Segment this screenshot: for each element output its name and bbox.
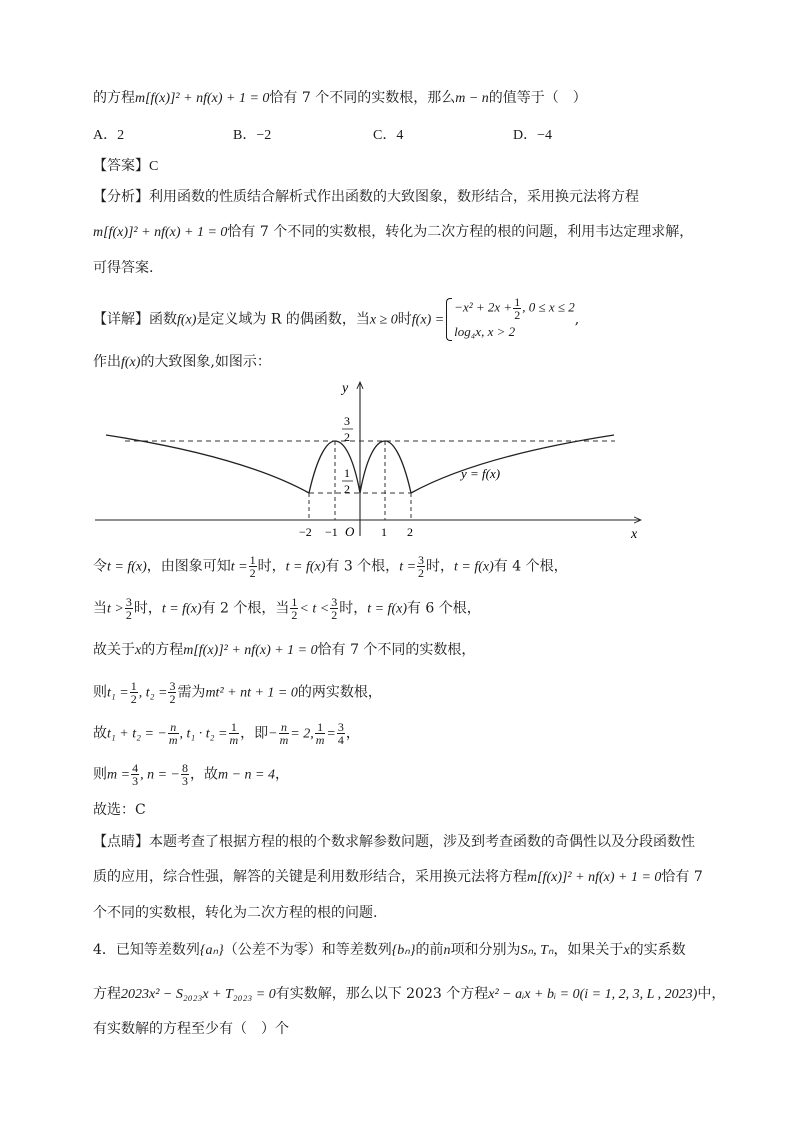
text: （公差不为零）和等差数列: [223, 942, 392, 958]
text: 4．已知等差数列: [93, 942, 200, 958]
fraction-half: [130, 680, 138, 705]
option-c: C．4: [373, 128, 404, 143]
text: 的方程: [93, 90, 135, 106]
curve-right-log: [411, 435, 614, 493]
draw-line: [93, 352, 271, 373]
denominator: m: [229, 733, 239, 747]
equation: mt² + nt + 1 = 0: [205, 685, 298, 701]
numerator: 1: [249, 553, 256, 567]
answer-value: C: [149, 159, 159, 174]
solution-line-4: [93, 680, 382, 705]
comment-line-2: [93, 867, 703, 888]
text: 故: [93, 725, 107, 742]
text: 中，: [697, 986, 726, 1002]
piecewise-brace: [446, 296, 575, 343]
fraction-n-over-m: [168, 721, 179, 746]
fraction-three-half: [417, 554, 425, 579]
text: 方程: [93, 986, 121, 1002]
text: 有实数解的方程至少有（ ）个: [93, 1021, 289, 1037]
analysis-line-1: [93, 187, 639, 207]
denominator: 2: [169, 692, 176, 706]
numerator: 1: [315, 721, 326, 734]
x-tick-minus1: −1: [325, 525, 338, 539]
text: 本题考查了根据方程的根的个数求解参数问题，涉及到考查函数的奇偶性以及分段函数性: [149, 834, 695, 850]
denominator: 3: [132, 774, 139, 788]
text: 令: [93, 558, 107, 575]
text: 可得答案.: [93, 260, 154, 276]
math: f(x) =: [411, 312, 445, 328]
text: 故选：C: [93, 802, 146, 818]
text: ,: [574, 311, 580, 328]
numerator: 3: [331, 595, 338, 609]
math: , t₁ · t₂ =: [179, 726, 228, 742]
text: 有实数解，那么以下 2023 个方程: [275, 986, 489, 1002]
equation: m[f(x)]² + nf(x) + 1 = 0: [135, 91, 270, 106]
denominator: 2: [418, 566, 425, 580]
numerator: 8: [181, 761, 188, 775]
expression: m − n: [455, 91, 489, 106]
x-tick-2: 2: [407, 525, 413, 539]
text: 的值等于（ ）: [488, 90, 587, 106]
choose-line: [93, 800, 146, 820]
solution-line-2: [93, 596, 481, 621]
text: 时，: [339, 600, 368, 617]
option-d: D．−4: [513, 128, 553, 143]
x-axis-label: x: [631, 527, 638, 542]
piece-top: [454, 296, 575, 321]
math: t = f(x): [285, 559, 326, 575]
fraction-three-half: [330, 596, 338, 621]
solution-line-1: [93, 554, 568, 579]
x-tick-minus2: −2: [299, 525, 312, 539]
math: =: [326, 726, 336, 742]
text: 恰有 7 个不同的实数根，: [317, 642, 476, 658]
origin-label: O: [345, 524, 355, 539]
numerator: 1: [291, 595, 298, 609]
numerator: 1: [514, 295, 521, 309]
fraction-three-half: [168, 680, 176, 705]
analysis-label: 【分析】: [93, 189, 149, 205]
fraction-one-over-m: [229, 721, 240, 746]
text: 质的应用，综合性强，解答的关键是利用数形结合，采用换元法将方程: [93, 869, 527, 885]
x-tick-1: 1: [381, 525, 387, 539]
answer-line: [93, 156, 158, 177]
fraction-half: [290, 596, 298, 621]
options-row: [93, 125, 653, 146]
text: 有 4 个根，: [493, 558, 568, 575]
curve-left-log: [106, 435, 309, 493]
equation: x² − aᵢx + bᵢ = 0(i = 1, 2, 3, L , 2023): [488, 987, 698, 1002]
detail-label: 【详解】: [93, 311, 149, 328]
math: x: [135, 643, 142, 658]
denominator: 2: [130, 692, 137, 706]
math: f(x): [177, 312, 197, 328]
y-tick-three-half-num: 3: [344, 414, 350, 428]
y-tick-one-half-num: 1: [344, 466, 350, 480]
math: f(x): [121, 355, 141, 370]
text: 的大致图象,如图示：: [140, 354, 271, 370]
y-tick-three-half-den: 2: [344, 430, 350, 444]
option-b: B．−2: [233, 128, 272, 143]
text: ，如果关于: [553, 942, 624, 958]
text: 个不同的实数根，转化为二次方程的根的问题.: [93, 905, 378, 921]
question4-line-3: [93, 1019, 289, 1039]
text: 利用函数的性质结合解析式作出函数的大致图象，数形结合，采用换元法将方程: [149, 189, 639, 205]
denominator: m: [279, 733, 289, 747]
math: {bₙ}: [391, 943, 416, 958]
text: 需为: [177, 684, 206, 701]
math: t₁ =: [107, 685, 129, 701]
text: 时，: [257, 558, 286, 575]
solution-line-6: [93, 762, 289, 787]
text: 时，: [426, 558, 455, 575]
y-tick-one-half-den: 2: [344, 482, 350, 496]
equation: m[f(x)]² + nf(x) + 1 = 0: [93, 225, 228, 240]
text: 恰有 7 个不同的实数根，转化为二次方程的根的问题，利用韦达定理求解，: [227, 224, 694, 240]
math: Sₙ, Tₙ: [520, 943, 554, 958]
text: 的方程: [141, 642, 184, 658]
denominator: m: [168, 733, 178, 747]
denominator: 3: [181, 774, 188, 788]
math: t >: [107, 601, 124, 617]
option-a: A．2: [93, 128, 125, 143]
solution-line-5: [93, 721, 360, 746]
text: 恰有 7: [661, 869, 703, 885]
math: m =: [107, 767, 131, 783]
comment-line-3: [93, 903, 377, 923]
equation: m[f(x)]² + nf(x) + 1 = 0: [183, 643, 318, 658]
math: t₁ + t₂ = −: [107, 726, 167, 742]
math: −x² + 2x +: [454, 299, 513, 315]
numerator: 3: [337, 720, 344, 734]
text: 有 3 个根，: [325, 558, 400, 575]
question-stem-line: [93, 88, 587, 109]
text: 故关于: [93, 642, 135, 658]
text: 有 6 个根，: [406, 600, 481, 617]
math: x: [623, 943, 630, 958]
fraction-half: [249, 554, 257, 579]
text: 作出: [93, 354, 121, 370]
text: 的实系数: [629, 942, 686, 958]
numerator: 4: [132, 761, 139, 775]
math: t = f(x): [454, 559, 494, 575]
text: ，: [274, 766, 289, 783]
text: ，故: [189, 766, 218, 783]
question4-line-2: [93, 984, 725, 1005]
text: 的两实数根，: [297, 684, 382, 701]
denominator: 2: [331, 608, 338, 622]
numerator: 3: [418, 553, 425, 567]
text: 的前: [415, 942, 444, 958]
math: {aₙ}: [199, 943, 224, 958]
fraction-one-over-m: [315, 721, 326, 746]
text: 时，: [133, 600, 162, 617]
math: t =: [399, 559, 417, 575]
math: t = f(x): [161, 601, 202, 617]
denominator: 4: [337, 733, 344, 747]
text: 是定义域为 R 的偶函数，当: [196, 311, 370, 328]
fraction-eight-three: [181, 762, 189, 787]
text: 则: [93, 766, 107, 783]
curve-label: y = f(x): [461, 466, 501, 481]
text: 函数: [149, 311, 177, 328]
denominator: m: [315, 733, 325, 747]
fraction-n-over-m: [279, 721, 290, 746]
numerator: 3: [169, 679, 176, 693]
math: t = f(x): [367, 601, 407, 617]
comment-line-1: [93, 832, 695, 852]
text: ，即: [240, 725, 269, 742]
fraction-three-half: [125, 596, 133, 621]
solution-line-3: [93, 640, 475, 661]
text: ，: [345, 725, 360, 742]
equation: m[f(x)]² + nf(x) + 1 = 0: [527, 870, 662, 885]
piece-bottom: log₄x, x > 2: [454, 324, 516, 339]
numerator: n: [168, 721, 179, 734]
answer-label: 【答案】: [93, 158, 149, 174]
math: −: [268, 726, 278, 742]
numerator: 3: [125, 595, 132, 609]
detail-line-1: [93, 296, 579, 343]
denominator: 2: [291, 608, 298, 622]
math: , 0 ≤ x ≤ 2: [522, 299, 575, 315]
numerator: 1: [229, 721, 240, 734]
function-graph: [0, 378, 794, 548]
fraction-four-three: [131, 762, 139, 787]
text: 恰有 7 个不同的实数根，那么: [269, 90, 456, 106]
text: 当: [93, 600, 107, 617]
analysis-line-2: [93, 222, 693, 243]
analysis-line-3: [93, 258, 153, 278]
numerator: n: [279, 721, 290, 734]
math: x ≥ 0: [369, 312, 398, 328]
text: 项和分别为: [450, 942, 521, 958]
numerator: 1: [130, 679, 137, 693]
equation: 2023x² − S₂₀₂₃x + T₂₀₂₃ = 0: [121, 987, 276, 1002]
text: 有 2 个根，当: [201, 600, 290, 617]
math: n: [443, 943, 451, 958]
text: ，由图象可知: [146, 558, 231, 575]
math: t = f(x): [107, 559, 147, 575]
text: 时: [397, 311, 412, 328]
math: < t <: [299, 601, 330, 617]
math: = 2,: [290, 726, 314, 742]
math: , t₂ =: [138, 685, 168, 701]
question4-line-1: [93, 940, 686, 961]
y-axis-label: y: [342, 381, 349, 396]
fraction-three-four: [337, 721, 345, 746]
comment-label: 【点睛】: [93, 834, 149, 850]
denominator: 2: [249, 566, 256, 580]
math: , n = −: [140, 767, 180, 783]
denominator: 2: [125, 608, 132, 622]
fraction: [513, 296, 521, 321]
math: m − n = 4: [217, 767, 275, 783]
denominator: 2: [514, 308, 521, 322]
math: t =: [230, 559, 248, 575]
text: 则: [93, 684, 107, 701]
